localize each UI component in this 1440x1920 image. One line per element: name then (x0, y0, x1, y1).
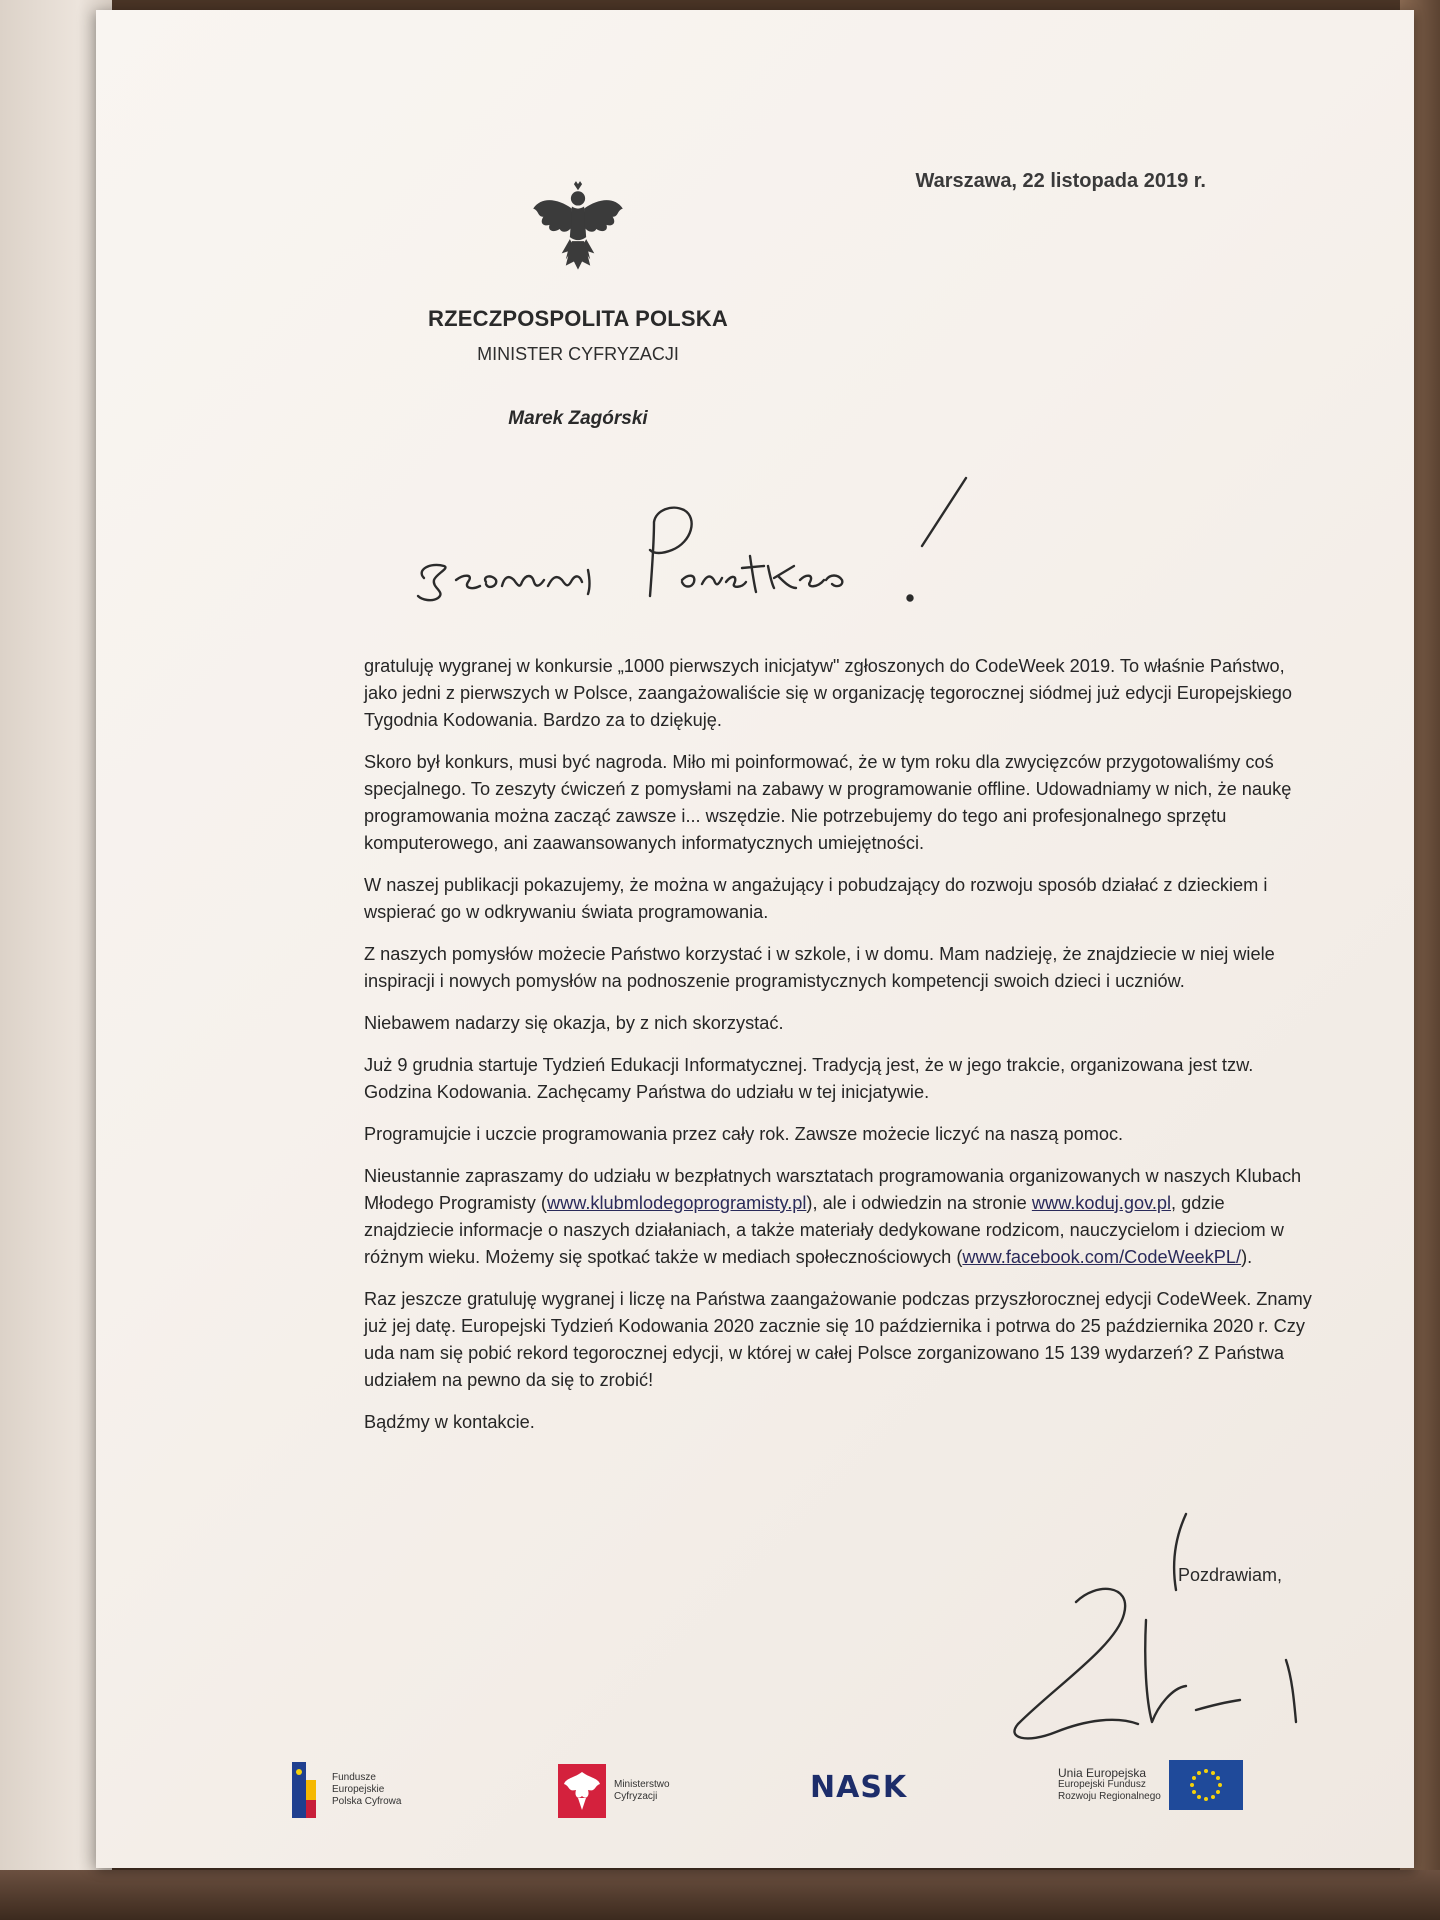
link-facebook-codeweek[interactable]: www.facebook.com/CodeWeekPL/ (962, 1247, 1242, 1267)
fe-line1: Fundusze (332, 1772, 376, 1783)
paragraph-7: Programujcie i uczcie programowania przez cały rok. Zawsze możecie liczyć na naszą pomoc. (364, 1124, 1124, 1144)
handwritten-signature (996, 1510, 1356, 1750)
mc-line2: Cyfryzacji (614, 1791, 658, 1802)
fundusze-europejskie-logo (292, 1762, 401, 1818)
letter-date: Warszawa, 22 listopada 2019 r. (915, 170, 1206, 192)
paragraph-2: Skoro był konkurs, musi być nagroda. Miło mi poinformować, że w tym roku dla zwycięzców przygotowaliśmy coś specjalnego. To zeszyty ćwiczeń z pomysłami na zabawy w programowanie offline. Udowadniamy w nich, że naukę programowania można zacząć zawsze i... wszędzie. Nie potrzebujemy do tego ani profesjonalnego sprzętu komputerowego, ani zaawansowanych informatycznych umiejętności. (364, 752, 1292, 853)
ministerstwo-cyfryzacji-logo (558, 1764, 670, 1818)
eu-line1: Unia Europejska (1058, 1766, 1147, 1780)
minister-name: Marek Zagórski (508, 408, 648, 429)
links-text-2: ), ale i odwiedzin na stronie (806, 1193, 1032, 1213)
fe-text (332, 1772, 401, 1808)
eu-line2: Europejski Fundusz (1058, 1779, 1146, 1790)
ministry-eagle-icon (558, 1764, 606, 1818)
eu-line3: Rozwoju Regionalnego (1058, 1791, 1161, 1802)
unia-europejska-logo (1058, 1760, 1243, 1810)
paragraph-links (364, 1163, 1314, 1271)
paragraph-3: W naszej publikacji pokazujemy, że można w angażujący i pobudzający do rozwoju sposób działać z dzieckiem i wspierać go w odkrywaniu świata programowania. (364, 875, 1268, 922)
nask-logo (810, 1770, 907, 1805)
link-koduj[interactable]: www.koduj.gov.pl (1031, 1193, 1172, 1213)
background-bottom (0, 1870, 1440, 1920)
fe-line3: Polska Cyfrowa (332, 1796, 402, 1807)
fe-line2: Europejskie (332, 1784, 385, 1795)
country-name: RZECZPOSPOLITA POLSKA (428, 306, 728, 331)
paragraph-1: gratuluję wygranej w konkursie „1000 pierwszych inicjatyw" zgłoszonych do CodeWeek 2019. To właśnie Państwo, jako jedni z pierwszych w Polsce, zaangażowaliście się w organizację tegorocznej siódmej już edycji Europejskiego Tygodnia Kodowania. Bardzo za to dziękuję. (364, 656, 1293, 730)
footer-logos (96, 1750, 1414, 1830)
fundusze-europejskie-icon (292, 1762, 324, 1818)
office-title: MINISTER CYFRYZACJI (477, 344, 679, 364)
mc-text (614, 1779, 670, 1803)
nask-wordmark: NASK (810, 1770, 908, 1805)
eu-text (1058, 1767, 1161, 1803)
closing-greeting: Pozdrawiam, (1178, 1565, 1283, 1585)
paragraph-6: Już 9 grudnia startuje Tydzień Edukacji Informatycznej. Tradycją jest, że w jego trakcie, organizowana jest tzw. Godzina Kodowania. Zachęcamy Państwa do udziału w tej inicjatywie. (364, 1055, 1254, 1102)
handwritten-salutation (416, 470, 1136, 640)
polish-eagle-emblem-icon (526, 176, 630, 288)
link-klub-mlodego-programisty[interactable]: www.klubmlodegoprogramisty.pl (546, 1193, 807, 1213)
eu-flag-icon (1169, 1760, 1243, 1810)
mc-line1: Ministerstwo (614, 1779, 670, 1790)
links-text-3: , gdzie znajdziecie informacje o naszych działaniach, a także materiały dedykowane rodzicom, nauczycielom i dzieciom w różnym wieku. Możemy się spotkać także w mediach społecznościowych ( (364, 1193, 1284, 1267)
paragraph-4: Z naszych pomysłów możecie Państwo korzystać i w szkole, i w domu. Mam nadzieję, że znajdziecie w niej wiele inspiracji i nowych pomysłów na podnoszenie programistycznych kompetencji swoich dzieci i uczniów. (364, 944, 1275, 991)
letter-body (364, 653, 1314, 1451)
paragraph-final: Raz jeszcze gratuluję wygranej i liczę na Państwa zaangażowanie podczas przyszłorocznej edycji CodeWeek. Znamy już jej datę. Europejski Tydzień Kodowania 2020 zacznie się 10 października i potrwa do 25 października 2020 r. Czy uda nam się pobić rekord tegorocznej edycji, w której w całej Polsce zorganizowano 15 139 wydarzeń? Z Państwa udziałem na pewno da się to zrobić! (364, 1289, 1312, 1390)
paragraph-5: Niebawem nadarzy się okazja, by z nich skorzystać. (364, 1013, 784, 1033)
links-text-4: ). (1241, 1247, 1253, 1267)
links-text-1: Nieustannie zapraszamy do udziału w bezpłatnych warsztatach programowania organizowanych w naszych Klubach Młodego Programisty ( (364, 1166, 1302, 1213)
sign-off: Bądźmy w kontakcie. (364, 1412, 535, 1432)
letter-page (96, 10, 1414, 1868)
